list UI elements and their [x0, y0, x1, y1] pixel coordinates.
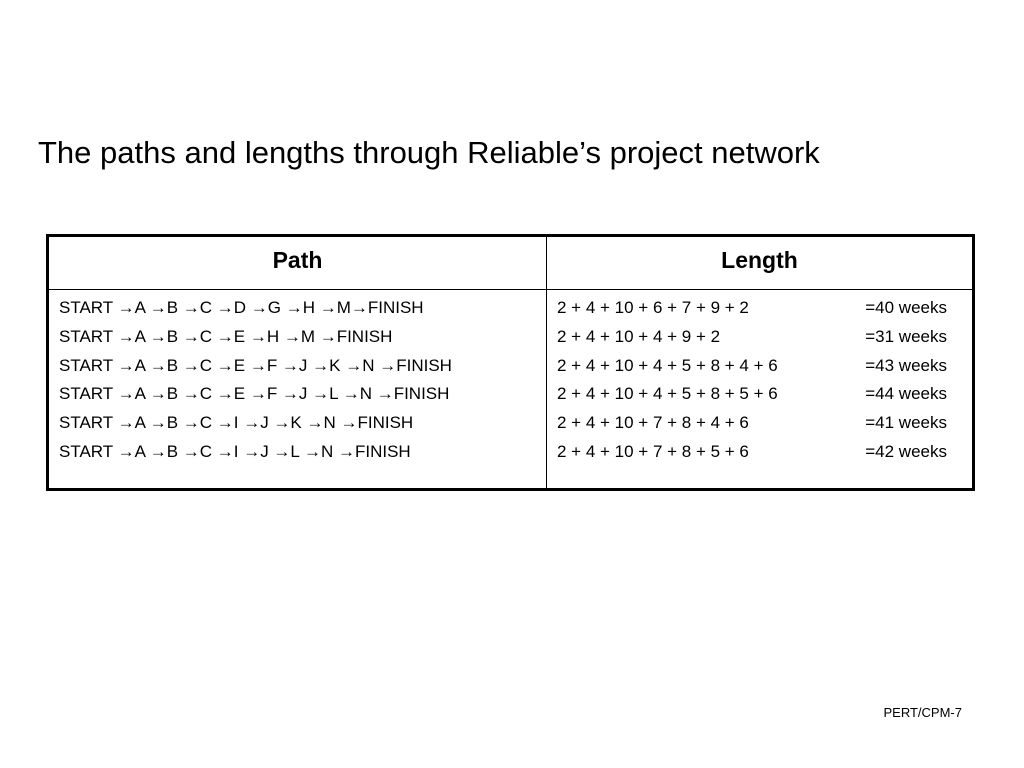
length-total-cell: =43 weeks	[865, 355, 947, 375]
length-sum-cell: 2 + 4 + 10 + 6 + 7 + 9 + 2	[557, 298, 749, 317]
header-divider	[49, 289, 972, 290]
length-sum-cell: 2 + 4 + 10 + 4 + 5 + 8 + 5 + 6	[557, 384, 778, 404]
length-sum-cell: 2 + 4 + 10 + 7 + 8 + 4 + 6	[557, 413, 749, 433]
path-list	[59, 294, 452, 467]
path-cell: START →A →B →C →E →F →J →L →N →FINISH	[59, 384, 450, 404]
slide-footer-label: PERT/CPM-7	[883, 705, 962, 720]
length-sum-list	[557, 294, 778, 467]
path-cell: START →A →B →C →I →J →K →N →FINISH	[59, 413, 414, 433]
length-total-list	[843, 294, 947, 467]
path-column-header: Path	[272, 247, 323, 273]
path-cell: START →A →B →C →E →F →J →K →N →FINISH	[59, 355, 452, 375]
path-cell: START →A →B →C →D →G →H →M→FINISH	[59, 298, 424, 317]
length-total-cell: =41 weeks	[865, 413, 947, 433]
length-total-cell: =31 weeks	[865, 326, 947, 346]
length-total-cell: =42 weeks	[865, 441, 947, 461]
path-cell: START →A →B →C →E →H →M →FINISH	[59, 326, 393, 346]
length-total-cell: =40 weeks	[865, 298, 947, 317]
length-sum-cell: 2 + 4 + 10 + 7 + 8 + 5 + 6	[557, 441, 749, 461]
length-column-header: Length	[721, 247, 798, 273]
slide-title: The paths and lengths through Reliable’s project network	[38, 135, 820, 170]
path-cell: START →A →B →C →I →J →L →N →FINISH	[59, 441, 411, 461]
length-sum-cell: 2 + 4 + 10 + 4 + 9 + 2	[557, 326, 721, 346]
length-total-cell: =44 weeks	[865, 384, 947, 404]
length-sum-cell: 2 + 4 + 10 + 4 + 5 + 8 + 4 + 6	[557, 355, 778, 375]
paths-table	[46, 234, 975, 491]
